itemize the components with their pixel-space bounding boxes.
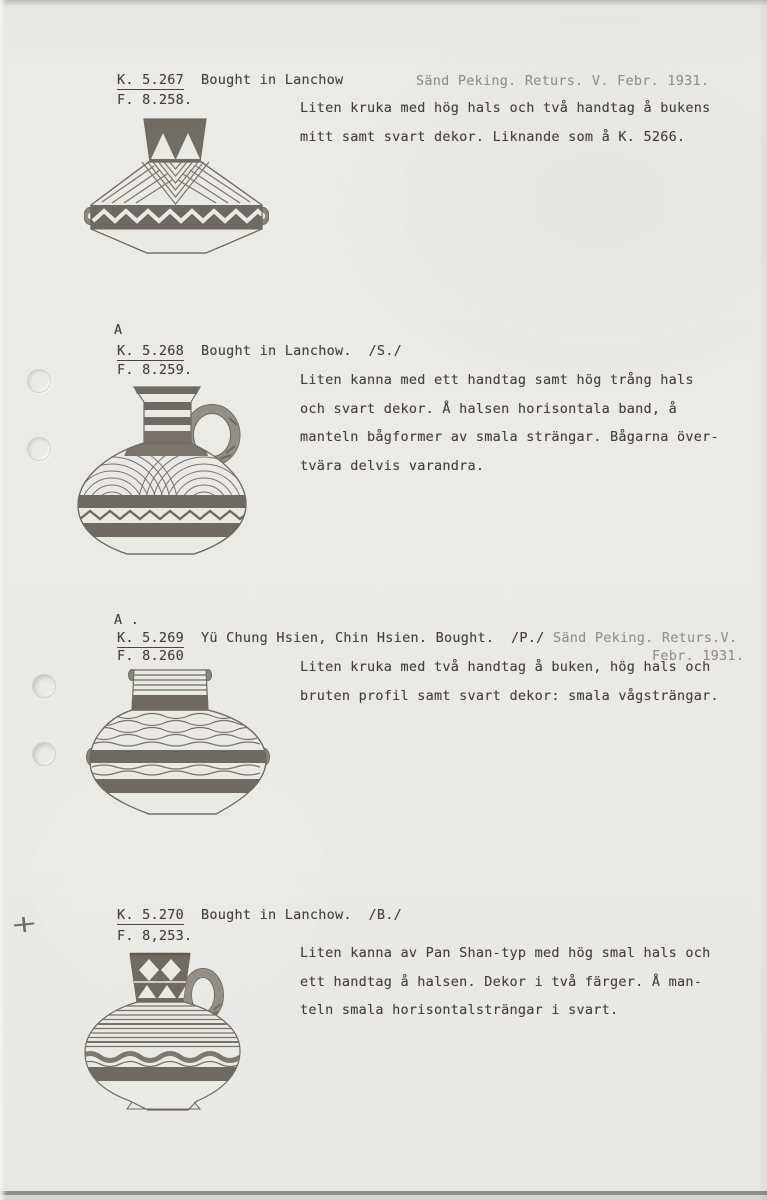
- vessel-drawing-jar-chevron: [84, 112, 269, 260]
- description-line: tvära delvis varandra.: [300, 457, 485, 474]
- file-number: F. 8.259.: [117, 362, 193, 378]
- page-bottom-shadow: [0, 1195, 767, 1200]
- pencil-plus-mark: +: [9, 908, 40, 940]
- vessel-drawing-jug-arcs: [70, 383, 260, 558]
- description-line: teln smala horisontalsträngar i svart.: [300, 1002, 619, 1019]
- file-number: F. 8.260: [117, 648, 185, 664]
- acquisition-note: Bought in Lanchow. /B./: [201, 907, 403, 923]
- description-line: Liten kanna av Pan Shan-typ med hög smal hals och: [300, 945, 711, 961]
- description-line: bruten profil samt svart dekor: smala vågsträngar.: [300, 687, 719, 704]
- page-left-edge: [0, 0, 7, 1200]
- description-line: Liten kruka med två handtag å buken, hög hals och: [300, 659, 711, 675]
- description-line: mitt samt svart dekor. Liknande som å K. 5266.: [300, 128, 686, 145]
- acquisition-note: Yü Chung Hsien, Chin Hsien. Bought. /P./: [201, 630, 545, 646]
- punch-hole: [32, 742, 56, 766]
- page-right-edge: [758, 0, 767, 1200]
- page-top-edge: [0, 0, 767, 5]
- vessel-drawing-jar-waves: [86, 666, 270, 816]
- punch-hole: [27, 369, 51, 393]
- description-line: Liten kruka med hög hals och två handtag å bukens: [300, 100, 711, 116]
- description-text: [300, 100, 711, 157]
- file-number: F. 8.258.: [117, 92, 193, 108]
- description-line: och svart dekor. Å halsen horisontala band, å: [300, 400, 677, 417]
- description-line: Liten kanna med ett handtag samt hög trång hals: [300, 372, 694, 388]
- description-text: [300, 945, 711, 1031]
- catalog-number: K. 5.269: [117, 630, 185, 646]
- punch-hole: [32, 674, 56, 698]
- acquisition-note: Bought in Lanchow: [201, 72, 344, 88]
- description-text: [300, 659, 719, 716]
- annotation-letter: A .: [114, 612, 140, 628]
- shipping-note: Sänd Peking. Returs.V.: [553, 630, 738, 646]
- annotation-letter: A: [114, 322, 123, 338]
- shipping-note: Sänd Peking. Returs. V. Febr. 1931.: [416, 73, 710, 89]
- description-line: ett handtag å halsen. Dekor i två färger. Å man-: [300, 973, 703, 990]
- catalog-number: K. 5.267: [117, 72, 185, 88]
- catalog-number: K. 5.268: [117, 343, 185, 359]
- punch-hole: [27, 437, 51, 461]
- description-line: manteln bågformer av smala strängar. Bågarna över-: [300, 429, 719, 446]
- description-text: [300, 372, 719, 486]
- catalog-number: K. 5.270: [117, 907, 185, 923]
- vessel-drawing-pan-shan-jug: [66, 946, 261, 1114]
- acquisition-note: Bought in Lanchow. /S./: [201, 343, 403, 359]
- file-number: F. 8,253.: [117, 928, 193, 944]
- shipping-note-line2: Febr. 1931.: [652, 648, 745, 664]
